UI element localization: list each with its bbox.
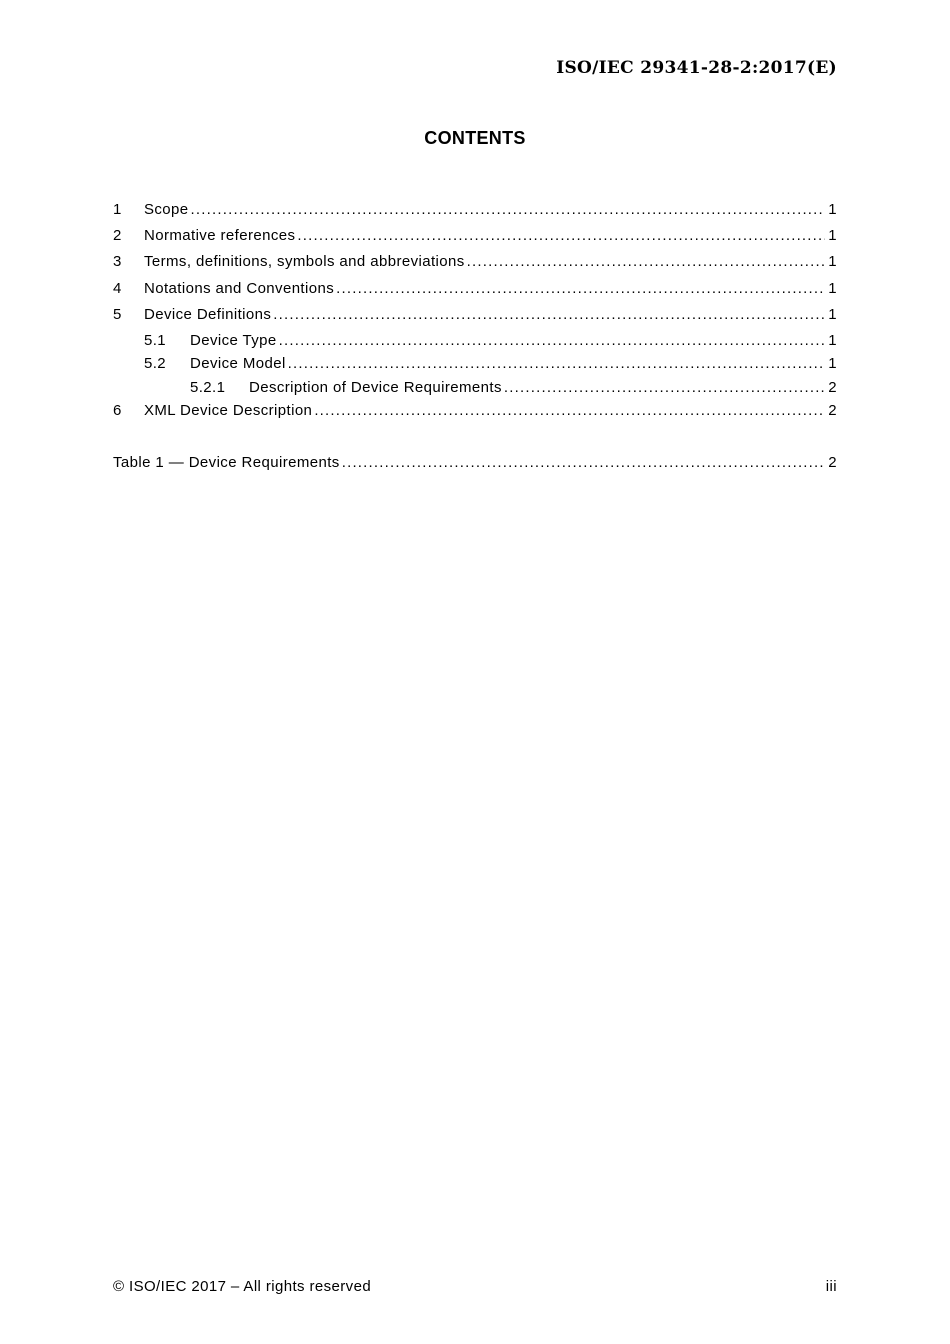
toc-entry-page: 2: [828, 379, 837, 396]
toc-leader-dots: [297, 226, 825, 246]
toc-leader-dots: [273, 305, 825, 325]
toc-entry-title: Device Model: [190, 355, 286, 372]
toc-leader-dots: [336, 279, 825, 299]
toc-entry-title: Notations and Conventions: [144, 280, 335, 297]
toc-entry-title: Terms, definitions, symbols and abbreviations: [144, 253, 465, 270]
toc-entry-number: 1: [113, 201, 122, 218]
toc-entry-title: Normative references: [144, 227, 296, 244]
toc-entry-number: 3: [113, 253, 122, 270]
toc-leader-dots: [314, 401, 825, 421]
toc-entry-page: 1: [828, 355, 837, 372]
toc-leader-dots: [191, 200, 826, 220]
toc-leader-dots: [288, 354, 826, 374]
toc-entry-page: 1: [828, 280, 837, 297]
toc-entry-page: 2: [828, 402, 837, 419]
toc-entry-number: 5.2.1: [190, 379, 226, 396]
toc-entry-title: Device Type: [190, 332, 277, 349]
toc-entry-4[interactable]: [113, 279, 837, 299]
toc-entry-number: 5.2: [144, 355, 167, 372]
toc-entry-page: 1: [828, 306, 837, 323]
toc-entry-page: 1: [828, 201, 837, 218]
toc-entry-number: 5: [113, 306, 122, 323]
toc-entry-page: 1: [828, 253, 837, 270]
toc-entry-page: 1: [828, 332, 837, 349]
toc-entry-5[interactable]: [113, 305, 837, 325]
toc-entry-3[interactable]: [113, 252, 837, 272]
toc-entry-title: Scope: [144, 201, 189, 218]
toc-entry-page: 1: [828, 227, 837, 244]
toc-leader-dots: [504, 378, 825, 398]
toc-table-title: Table 1 — Device Requirements: [113, 454, 340, 471]
toc-entry-5-1[interactable]: [144, 331, 837, 351]
toc-entry-title: XML Device Description: [144, 402, 313, 419]
toc-entry-1[interactable]: [113, 200, 837, 220]
page-title: CONTENTS: [424, 128, 526, 148]
toc-entry-title: Description of Device Requirements: [249, 379, 502, 396]
toc-entry-5-2[interactable]: [144, 354, 837, 374]
page-number: iii: [825, 1278, 837, 1295]
toc-entry-number: 4: [113, 280, 122, 297]
toc-entry-6[interactable]: [113, 401, 837, 421]
toc-entry-5-2-1[interactable]: [190, 378, 837, 398]
toc-entry-number: 2: [113, 227, 122, 244]
toc-entry-2[interactable]: [113, 226, 837, 246]
toc-entry-number: 6: [113, 402, 122, 419]
toc-table-entry-1[interactable]: [113, 453, 837, 473]
toc-entry-number: 5.1: [144, 332, 167, 349]
toc-leader-dots: [467, 252, 826, 272]
document-id: ISO/IEC 29341-28-2:2017(E): [556, 58, 837, 78]
toc-leader-dots: [342, 453, 826, 473]
toc-entry-title: Device Definitions: [144, 306, 272, 323]
toc-leader-dots: [279, 331, 826, 351]
copyright-notice: © ISO/IEC 2017 – All rights reserved: [113, 1278, 372, 1295]
toc-table-page: 2: [828, 454, 837, 471]
